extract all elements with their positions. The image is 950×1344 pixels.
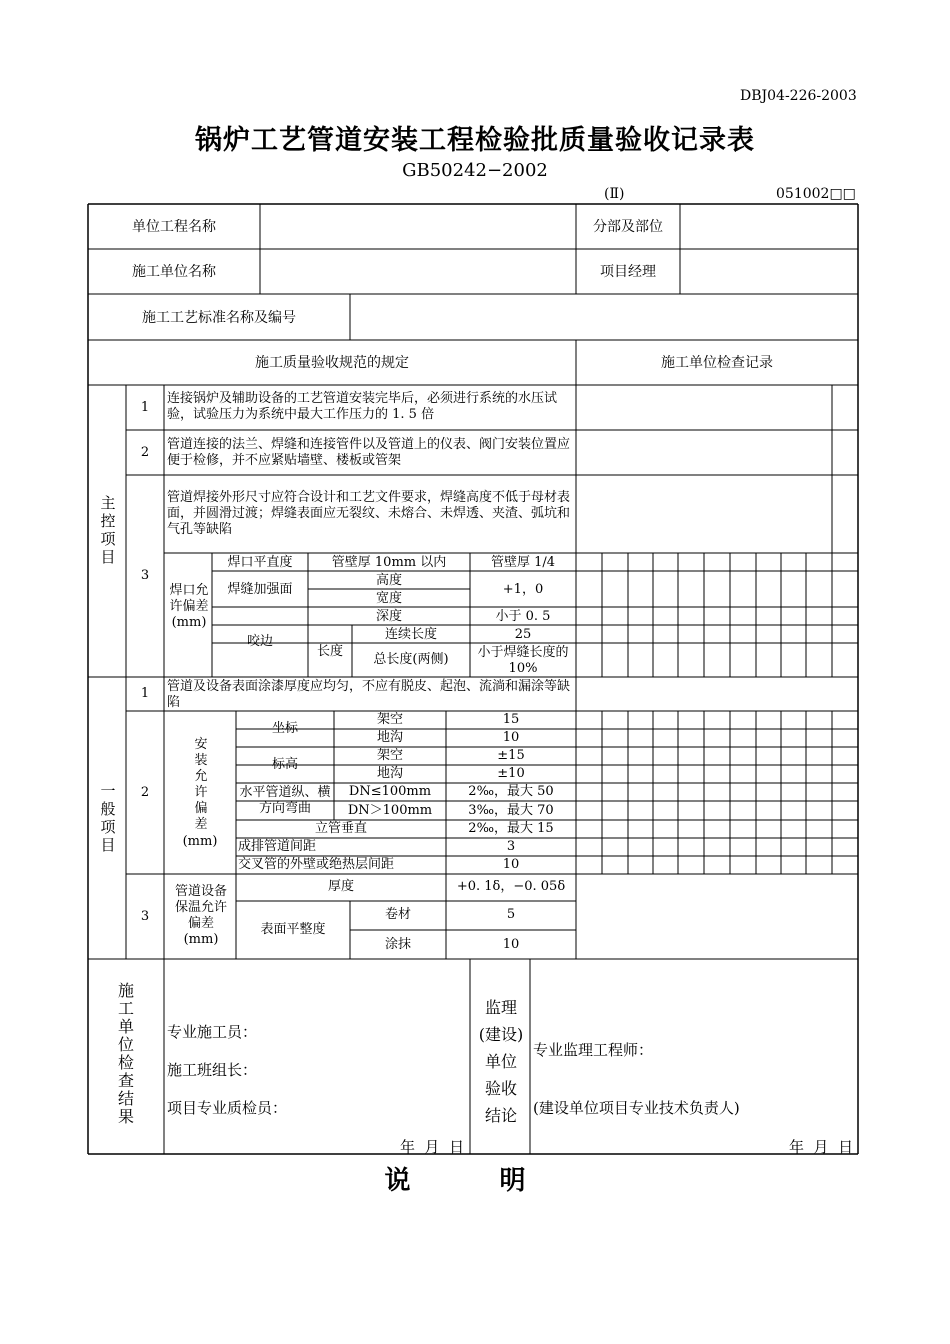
insulation-group-label: 管道设备保温允许偏差(mm) (174, 884, 227, 947)
vertical-value: 2‰，最大 15 (468, 821, 554, 836)
vertical-label: 立管垂直 (314, 821, 367, 836)
weld-length-label: 长度 (316, 644, 343, 659)
main-item-text: 连接锅炉及辅助设备的工艺管道安装完毕后，必须进行系统的水压试验，试验压力为系统中最大工作压力的 1. 5 倍 (167, 391, 558, 422)
record-column-header: 施工单位检查记录 (661, 355, 773, 371)
owner-signature-field: (建设单位项目专业技术负责人) (533, 1099, 740, 1117)
weld-total-length-label: 总长度(两侧) (373, 652, 449, 667)
thickness-value: +0. 1δ，−0. 05δ (456, 879, 566, 894)
general-item-no: 2 (140, 785, 150, 800)
cross-label: 交叉管的外壁或绝热层间距 (238, 857, 395, 872)
worker-signature-field: 专业施工员： (167, 1023, 258, 1041)
weld-cont-length-value: 25 (514, 627, 532, 642)
contractor-date: 年 月 日 (400, 1138, 465, 1156)
dn-large-value: 3‰，最大 70 (468, 803, 554, 818)
supervision-date: 年 月 日 (789, 1138, 854, 1156)
paint-value: 10 (502, 937, 520, 952)
install-deviation-label: 安 装 允 许 偏 差 (194, 737, 208, 832)
weld-flatness-label: 焊口平直度 (227, 555, 293, 570)
division-label: 分部及部位 (593, 219, 663, 235)
main-item-no: 1 (140, 400, 150, 415)
bend-label: 水平管道纵、横方向弯曲 (239, 785, 331, 816)
main-items-label: 主 控 项 目 (100, 494, 116, 566)
process-standard-label: 施工工艺标准名称及编号 (142, 310, 296, 326)
weld-reinforce-value: +1，0 (502, 582, 544, 597)
thickness-label: 厚度 (327, 879, 354, 894)
general-item-no: 3 (140, 909, 150, 924)
elev-trench-value: ±10 (497, 766, 525, 781)
standard-code: DBJ04-226-2003 (740, 88, 857, 104)
elev-overhead-label: 架空 (376, 748, 403, 763)
inspector-signature-field: 项目专业质检员： (167, 1099, 288, 1117)
weld-height-label: 高度 (375, 573, 402, 588)
main-item-text: 管道焊接外形尺寸应符合设计和工艺文件要求，焊缝高度不低于母材表面，并圆滑过渡；焊缝表面应无裂纹、未熔合、未焊透、夹渣、弧坑和气孔等缺陷 (167, 490, 571, 537)
main-item-no: 3 (140, 568, 150, 583)
install-deviation-unit: (mm) (182, 834, 218, 849)
coord-trench-value: 10 (502, 730, 520, 745)
roll-value: 5 (506, 907, 516, 922)
weld-cont-length-label: 连续长度 (384, 627, 437, 642)
unit-project-label: 单位工程名称 (132, 219, 216, 235)
elevation-label: 标高 (271, 757, 298, 772)
roll-label: 卷材 (384, 907, 411, 922)
manager-label: 项目经理 (600, 264, 656, 280)
weld-depth-label: 深度 (375, 609, 402, 624)
weld-depth-value: 小于 0. 5 (495, 609, 551, 624)
general-item-text: 管道及设备表面涂漆厚度应均匀，不应有脱皮、起泡、流淌和漏涂等缺陷 (167, 679, 571, 710)
elev-overhead-value: ±15 (497, 748, 525, 763)
dn-small-value: 2‰，最大 50 (468, 784, 554, 799)
general-items-label: 一 般 项 目 (100, 782, 116, 854)
paint-label: 涂抹 (384, 937, 411, 952)
elev-trench-label: 地沟 (376, 766, 403, 781)
dn-large-label: DN＞100mm (347, 803, 433, 818)
cross-value: 10 (502, 857, 520, 872)
weld-reinforce-label: 焊缝加强面 (227, 582, 293, 597)
standard-number: GB50242−2002 (402, 160, 548, 181)
spacing-label: 成排管道间距 (238, 839, 317, 854)
weld-total-length-value: 小于焊缝长度的 10% (477, 645, 569, 676)
coord-overhead-label: 架空 (376, 712, 403, 727)
team-leader-signature-field: 施工班组长： (167, 1061, 258, 1079)
supervisor-signature-field: 专业监理工程师： (533, 1041, 654, 1059)
coord-trench-label: 地沟 (376, 730, 403, 745)
general-item-no: 1 (140, 686, 150, 701)
weld-undercut-label: 咬边 (246, 634, 273, 649)
main-item-text: 管道连接的法兰、焊缝和连接管件以及管道上的仪表、阀门安装位置应便于检修，并不应紧贴墙壁、楼板或管架 (167, 437, 571, 468)
spec-column-header: 施工质量验收规范的规定 (255, 355, 409, 371)
weld-flatness-condition: 管壁厚 10mm 以内 (331, 555, 447, 570)
main-item-no: 2 (140, 445, 150, 460)
contractor-label: 施工单位名称 (132, 264, 216, 280)
weld-flatness-value: 管壁厚 1/4 (490, 555, 556, 570)
weld-group-label: 焊口允许偏差(mm) (169, 583, 209, 630)
supervision-result-label: 监理 (建设) 单位 验收 结论 (478, 998, 524, 1125)
weld-width-label: 宽度 (375, 591, 402, 606)
spacing-value: 3 (506, 839, 516, 854)
explanation-heading: 说 明 (384, 1166, 566, 1196)
page-title: 锅炉工艺管道安装工程检验批质量验收记录表 (195, 125, 755, 156)
contractor-result-label: 施 工 单 位 检 查 结 果 (117, 981, 134, 1126)
dn-small-label: DN≤100mm (348, 784, 432, 799)
surface-flatness-label: 表面平整度 (260, 922, 326, 937)
form-number: 051002□□ (776, 186, 856, 202)
coord-overhead-value: 15 (502, 712, 520, 727)
coord-label: 坐标 (271, 721, 298, 736)
form-variant: (Ⅱ) (604, 186, 625, 202)
